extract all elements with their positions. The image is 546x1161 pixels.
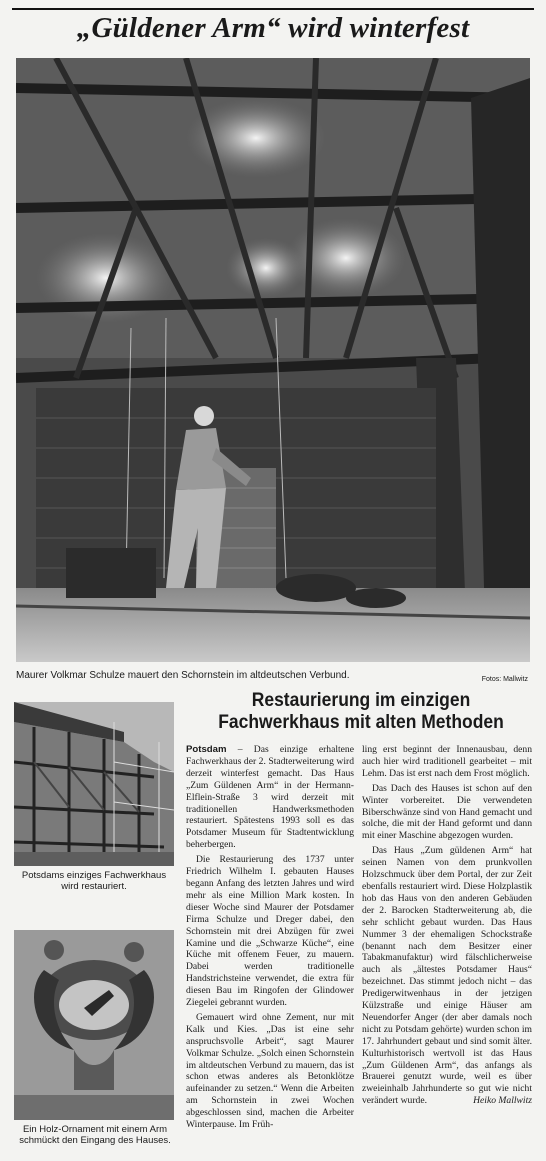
main-photo (16, 58, 530, 662)
wood-ornament-image (14, 930, 174, 1120)
dateline: Potsdam (186, 744, 227, 755)
paragraph: ling erst beginnt der Innenausbau, denn auch hier wird traditionell gearbeitet – mit Lehm. Das ist erst nach dem Frost möglich. (362, 744, 532, 779)
paragraph (362, 845, 532, 1107)
paragraph: Das Dach des Hauses ist schon auf den Winter vorbereitet. Die verwendeten Biberschwänze sind von Hand gemacht und solche, die mit der Hand geformt und dann mit einer Maschine abgezogen wurden. (362, 782, 532, 842)
house-photo-caption: Potsdams einziges Fachwerkhaus wird restauriert. (21, 870, 167, 892)
paragraph: Die Restaurierung des 1737 unter Friedrich Wilhelm I. gebauten Hauses begann Anfang des letzten Jahres und wird mehr als eine Million Mark kosten. In dieser Woche sind Maurer der Potsdamer Firma Schulze und Dreger dabei, den Schornstein mit drei Abzügen für zwei Kamine und die „Schwarze Küche“, eine Küche mit offenem Feuer, zu mauern. Dabei werden traditionelle Handstrichsteine verwendet, die extra für diesen Bau im Ringofen der Glindower Ziegelei gebrannt wurden. (186, 854, 354, 1009)
attic-scene-image (16, 58, 530, 662)
article-subhead: Restaurierung im einzigen Fachwerkhaus mit alten Methoden (218, 690, 504, 733)
paragraph (186, 744, 354, 851)
paragraph: Gemauert wird ohne Zement, nur mit Kalk und Kies. „Das ist eine sehr anspruchsvolle Arbeit“, sagt Maurer Volkmar Schulze. „Solch einen Schornstein im altdeutschen Verbund zu mauern, das ist schon etwas anderes als Betonklötze aufeinander zu setzen.“ Wenn die Arbeiten am Schornstein in zwei Wochen abgeschlossen sind, machen die Arbeiter Winterpause. Im Früh- (186, 1011, 354, 1131)
half-timbered-house-image (14, 702, 174, 866)
photo-credit: Fotos: Mallwitz (481, 676, 528, 683)
ornament-photo-caption: Ein Holz-Ornament mit einem Arm schmückt den Eingang des Hauses. (19, 1124, 171, 1146)
paragraph-text: Das Haus „Zum güldenen Arm“ hat seinen Namen von dem prunkvollen Holzschmuck über dem Portal, der zur Zeit ebenfalls restauriert wird. Diese Holzplastik hob das Haus von den anderen Gebäuden der 2. Barocken Stadterweiterung ab, die sehr schlicht gebaut wurden. Das Haus Nummer 3 der ehemaligen Schockstraße (benannt nach dem Besitzer einer Tabakmanufaktur) wird fälschlicherweise auch als „ältestes Potsdamer Haus“ bezeichnet. Das stimmt jedoch nicht – das Predigerwitwenhaus in der jetzigen Külzstraße und einige Häuser am Neuendorfer Anger (der aber damals noch nicht zu Potsdam gehörte) wurden schon im 17. Jahrhundert gebaut und sind somit älter. Kulturhistorisch wertvoll ist das Haus „Zum Güldenen Arm“, das anfangs als Brauerei genutzt wurde, weil es über zweieinhalb Jahrhunderte so gut wie nicht verändert wurde. (362, 845, 532, 1107)
author: Heiko Mallwitz (473, 1095, 532, 1107)
article-column-1 (186, 744, 354, 1131)
paragraph-text: – Das einzige erhaltene Fachwerkhaus der 2. Stadterweiterung wird derzeit winterfest gemacht. Das Haus „Zum Güldenen Arm“ in der Hermann-Elflein-Straße 3 wird derzeit mit traditionellen Handwerksmethoden restauriert. Spätestens 1993 soll es das Potsdamer Museum für Stadtentwicklung beherbergen. (186, 744, 354, 851)
headline: „Güldener Arm“ wird winterfest (76, 12, 470, 44)
ornament-photo (14, 930, 174, 1120)
main-photo-caption: Maurer Volkmar Schulze mauert den Schornstein im altdeutschen Verbund. (16, 670, 350, 681)
article-column-2 (362, 744, 532, 1107)
top-rule (12, 8, 534, 10)
house-photo (14, 702, 174, 866)
